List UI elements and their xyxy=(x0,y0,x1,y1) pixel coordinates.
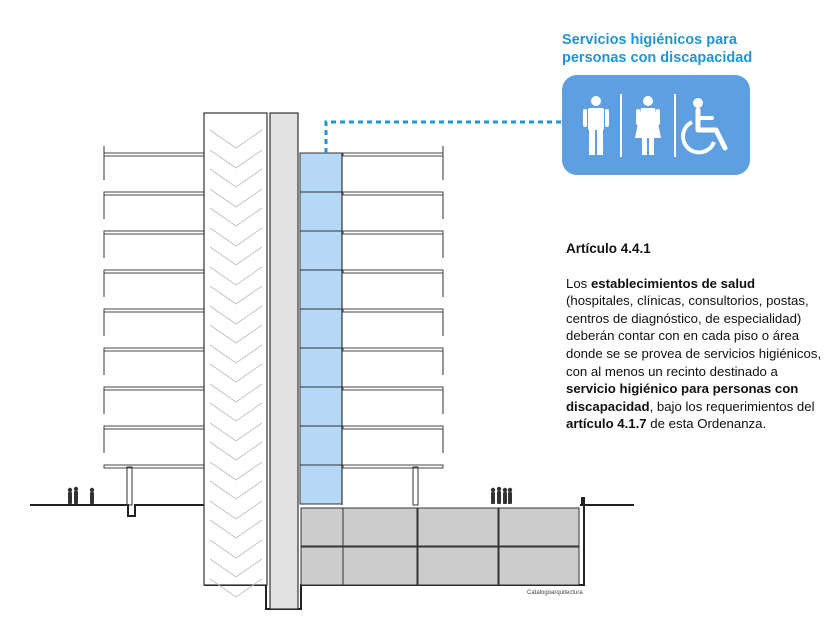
right-floor-slab xyxy=(343,231,443,234)
left-floor-slab xyxy=(104,153,204,156)
restroom-unit xyxy=(300,309,342,348)
restroom-unit xyxy=(300,153,342,192)
article-text-block xyxy=(566,240,824,433)
basement-cell xyxy=(343,547,417,585)
right-floor-slab xyxy=(343,153,443,156)
left-floor-slab xyxy=(104,387,204,390)
article-text-1: Los xyxy=(566,275,591,291)
article-text-3: , bajo los requerimientos del xyxy=(649,398,815,414)
right-floor-slab xyxy=(343,309,443,312)
left-floor-slab xyxy=(104,348,204,351)
basement-cell xyxy=(343,508,417,546)
article-bold-3: artículo 4.1.7 xyxy=(566,416,647,432)
right-floor-slab xyxy=(343,270,443,273)
right-floor-slabs xyxy=(343,153,443,468)
article-text-4: de esta Ordenanza. xyxy=(646,416,767,432)
left-floor-slab xyxy=(104,426,204,429)
restroom-signage-badge xyxy=(562,75,750,175)
right-floor-slab xyxy=(343,348,443,351)
restroom-unit xyxy=(300,387,342,426)
stair-core xyxy=(204,113,267,597)
basement-cell xyxy=(418,547,498,585)
article-bold-2: servicio higiénico para personas con discapacidad xyxy=(566,381,799,414)
people-right xyxy=(491,487,512,504)
left-floor-slab xyxy=(104,270,204,273)
left-floor-slab xyxy=(104,231,204,234)
article-bold-1: establecimientos de salud xyxy=(590,275,756,291)
image-credit: Catalogoarquitectura xyxy=(527,590,583,596)
basement-cell xyxy=(499,547,579,585)
basement-cell xyxy=(418,508,498,546)
restroom-unit xyxy=(300,270,342,309)
right-floor-slab xyxy=(343,426,443,429)
basement-parking-cells xyxy=(301,508,579,585)
elevator-shaft xyxy=(270,113,298,609)
accessible-restroom-stack xyxy=(300,153,342,505)
left-floor-slab xyxy=(104,192,204,195)
article-text-2: (hospitales, clínicas, consultorios, postas, centros de diagnóstico, de especialidad) deberán contar con en cada piso o área donde se se provea de servicios higiénicos, con al menos un recinto destinado a xyxy=(566,293,822,379)
right-floor-slab xyxy=(343,465,443,468)
right-floor-slab xyxy=(343,387,443,390)
people-left xyxy=(68,487,94,504)
basement-cell xyxy=(301,508,343,546)
callout-connector xyxy=(326,122,567,153)
basement-cell xyxy=(301,547,343,585)
restroom-unit xyxy=(300,348,342,387)
restroom-unit xyxy=(300,465,342,504)
left-floor-slab xyxy=(104,309,204,312)
callout-title-line2: personas con discapacidad xyxy=(562,50,753,66)
callout-title-line1: Servicios higiénicos para xyxy=(562,32,737,48)
basement-cell xyxy=(499,508,579,546)
restroom-unit xyxy=(300,426,342,465)
callout-title xyxy=(562,31,812,67)
left-floor-slab xyxy=(104,465,204,468)
article-title: Artículo 4.4.1 xyxy=(566,241,651,256)
article-body xyxy=(566,275,824,433)
right-floor-slab xyxy=(343,192,443,195)
left-floor-slabs xyxy=(104,153,204,468)
restroom-unit xyxy=(300,231,342,270)
restroom-unit xyxy=(300,192,342,231)
